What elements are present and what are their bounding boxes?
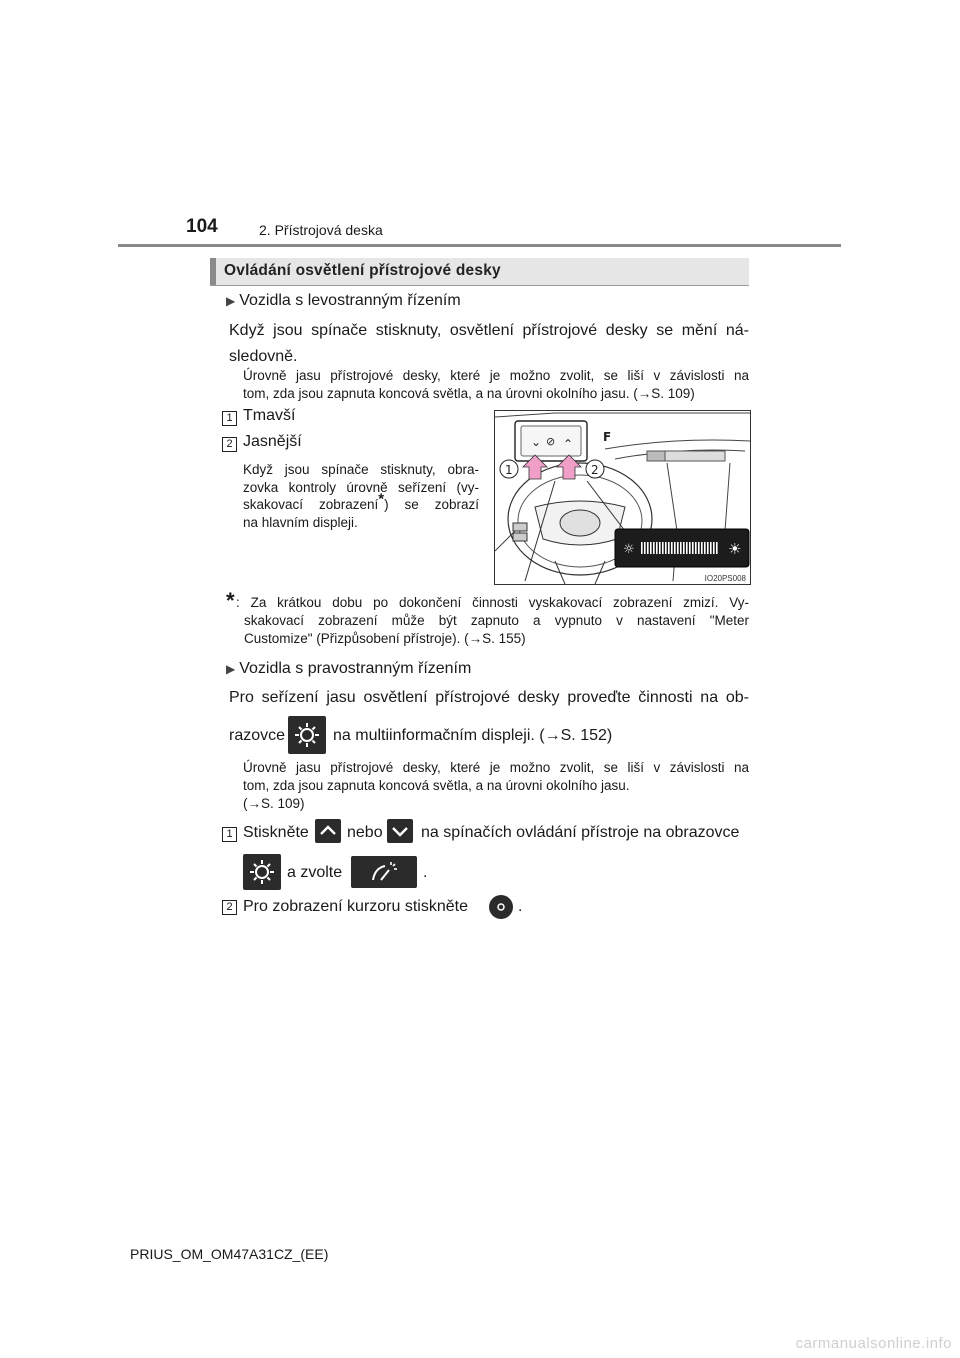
brightness-tick xyxy=(716,542,718,554)
lhd-body-line2: sledovně. xyxy=(229,348,298,365)
brightness-bar xyxy=(639,542,719,554)
step1-text-c: na spínačích ovládání přístroje na obrazovce xyxy=(421,824,740,841)
brightness-tick xyxy=(692,542,694,554)
footnote-line3: Customize" (Přizpůsobení přístroje). (→S. 155) xyxy=(244,631,526,646)
lhd-note-line1: Úrovně jasu přístrojové desky, které je možno zvolit, se liší v závislosti na xyxy=(243,368,749,383)
brightness-tick xyxy=(668,542,670,554)
item2-description xyxy=(243,461,479,531)
step1-text-b: nebo xyxy=(347,824,383,841)
callout-1: 1 xyxy=(505,463,513,477)
brightness-tick xyxy=(689,542,691,554)
watermark: carmanualsonline.info xyxy=(795,1335,952,1352)
brightness-tick xyxy=(665,542,667,554)
step-number-1: 1 xyxy=(222,827,237,842)
rhd-body-line2-a: razovce xyxy=(229,727,286,744)
page-number: 104 xyxy=(186,216,218,237)
brightness-tick xyxy=(707,542,709,554)
heading-accent xyxy=(210,258,216,285)
item-number-1: 1 xyxy=(222,411,237,426)
brightness-tick xyxy=(680,542,682,554)
svg-text:☀: ☀ xyxy=(728,540,742,558)
lhd-note xyxy=(243,367,749,403)
brightness-tick xyxy=(650,542,652,554)
down-arrow-button-icon xyxy=(387,819,413,843)
footnote-asterisk: * xyxy=(226,588,235,613)
svg-text:⌃: ⌃ xyxy=(563,437,574,451)
subheading-lhd-text: Vozidla s levostranným řízením xyxy=(239,292,461,309)
section-title: 2. Přístrojová deska xyxy=(259,222,383,238)
brightness-tick xyxy=(641,542,643,554)
footnote-text xyxy=(236,594,749,648)
dashboard-illustration xyxy=(494,410,751,585)
brightness-tick xyxy=(674,542,676,554)
step2-text-b: . xyxy=(518,898,523,915)
step1-text-a: Stiskněte xyxy=(243,824,309,841)
brightness-tick xyxy=(704,542,706,554)
rhd-note-line2: tom, zda jsou zapnuta koncová světla, a na úrovni okolního jasu. xyxy=(243,778,630,793)
brightness-tick xyxy=(695,542,697,554)
svg-text:F: F xyxy=(603,430,612,444)
rhd-note-line3: (→S. 109) xyxy=(243,796,305,811)
brightness-tick xyxy=(659,542,661,554)
step1-text-e: . xyxy=(423,864,428,881)
brightness-tick xyxy=(713,542,715,554)
ok-button-icon xyxy=(489,895,513,919)
footnote-line2: skakovací zobrazení může být zapnuto a vypnuto v nastavení "Meter xyxy=(244,613,749,628)
asterisk-marker: * xyxy=(378,490,385,508)
rhd-note xyxy=(243,759,749,813)
item2-desc-line3-b: ) se zobrazí xyxy=(384,497,479,512)
brightness-tick xyxy=(698,542,700,554)
rhd-body-line1-text: Pro seřízení jasu osvětlení přístrojové desky proveďte činnosti na ob- xyxy=(229,689,749,706)
meter-brightness-icon xyxy=(351,856,417,888)
subheading-lhd xyxy=(226,292,461,310)
triangle-bullet-icon: ▶ xyxy=(226,662,236,676)
dashboard-drawing xyxy=(495,411,750,584)
settings-gear-icon xyxy=(243,854,281,890)
svg-text:⌄: ⌄ xyxy=(531,435,542,449)
header-rule xyxy=(118,244,841,247)
brightness-tick xyxy=(677,542,679,554)
lhd-body-line1: Když jsou spínače stisknuty, osvětlení přístrojové desky se mění ná- xyxy=(229,322,749,339)
illustration-code: IO20PS008 xyxy=(704,574,746,583)
step2-text-a: Pro zobrazení kurzoru stiskněte xyxy=(243,898,468,915)
brightness-tick xyxy=(647,542,649,554)
brightness-tick xyxy=(644,542,646,554)
item-label-brighter: Jasnější xyxy=(243,433,302,450)
callout-2: 2 xyxy=(591,463,599,477)
lhd-body xyxy=(229,318,749,370)
lhd-note-line2: tom, zda jsou zapnuta koncová světla, a na úrovni okolního jasu. (→S. 109) xyxy=(243,386,695,401)
item2-desc-line3-a: skakovací zobrazení xyxy=(243,497,379,512)
brightness-tick xyxy=(710,542,712,554)
up-arrow-button-icon xyxy=(315,819,341,843)
item-number-2: 2 xyxy=(222,437,237,452)
item2-desc-line2: zovka kontroly úrovně seřízení (vy- xyxy=(243,479,479,495)
item2-desc-line3 xyxy=(243,490,479,514)
triangle-bullet-icon: ▶ xyxy=(226,294,236,308)
rhd-note-line1: Úrovně jasu přístrojové desky, které je možno zvolit, se liší v závislosti na xyxy=(243,760,749,775)
step1-text-d: a zvolte xyxy=(287,864,343,881)
step-number-2: 2 xyxy=(222,900,237,915)
settings-gear-icon xyxy=(288,716,326,754)
brightness-tick xyxy=(653,542,655,554)
brightness-tick xyxy=(686,542,688,554)
subheading-rhd xyxy=(226,660,471,678)
item2-desc-line4: na hlavním displeji. xyxy=(243,514,358,530)
subheading-rhd-text: Vozidla s pravostranným řízením xyxy=(239,660,472,677)
brightness-tick xyxy=(656,542,658,554)
section-heading-text: Ovládání osvětlení přístrojové desky xyxy=(224,262,501,279)
footnote-line1: : Za krátkou dobu po dokončení činnosti vyskakovací zobrazení zmizí. Vy- xyxy=(236,595,749,610)
footer-code: PRIUS_OM_OM47A31CZ_(EE) xyxy=(130,1246,329,1262)
brightness-tick xyxy=(671,542,673,554)
svg-text:☼: ☼ xyxy=(623,542,635,557)
brightness-tick xyxy=(701,542,703,554)
item2-desc-line1: Když jsou spínače stisknuty, obra- xyxy=(243,462,479,477)
item-label-darker: Tmavší xyxy=(243,407,296,424)
brightness-tick xyxy=(683,542,685,554)
brightness-tick xyxy=(662,542,664,554)
section-heading xyxy=(210,258,749,286)
svg-text:⊘: ⊘ xyxy=(546,435,556,448)
rhd-body-line1 xyxy=(229,685,749,711)
rhd-body-line2-b: na multiinformačním displeji. (→S. 152) xyxy=(333,727,613,744)
